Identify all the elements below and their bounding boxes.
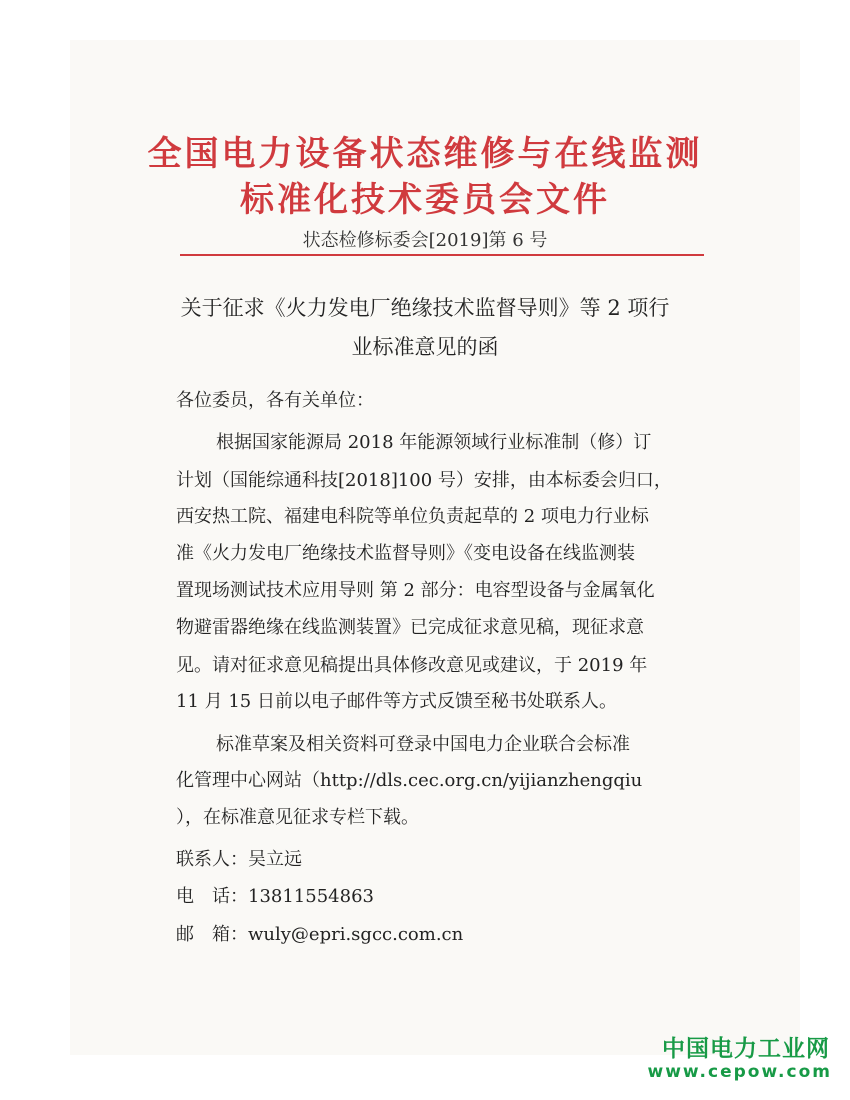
header-divider — [180, 254, 704, 256]
subject-line2: 业标准意见的函 — [351, 335, 499, 359]
contact-person: 联系人：吴立远 — [176, 849, 302, 870]
contact-email: 邮 箱：wuly@epri.sgcc.com.cn — [176, 924, 464, 945]
body-paragraph2-line: 标准草案及相关资料可登录中国电力企业联合会标准 — [216, 734, 630, 755]
body-paragraph1-line: 计划（国能综通科技[2018]100 号）安排，由本标委会归口， — [176, 470, 672, 491]
watermark-site-url: www.cepow.com — [647, 1062, 832, 1082]
subject-line1: 关于征求《火力发电厂绝缘技术监督导则》等 2 项行 — [180, 296, 670, 320]
body-paragraph1-line: 物避雷器绝缘在线监测装置》已完成征求意见稿，现征求意 — [176, 617, 644, 638]
body-paragraph1-line: 11 月 15 日前以电子邮件等方式反馈至秘书处联系人。 — [176, 691, 617, 712]
salutation: 各位委员，各有关单位： — [176, 390, 374, 411]
contact-phone: 电 话：13811554863 — [176, 886, 374, 907]
body-paragraph2-line: 化管理中心网站（http://dls.cec.org.cn/yijianzhengqiu — [176, 770, 643, 791]
body-paragraph1-line: 见。请对征求意见稿提出具体修改意见或建议，于 2019 年 — [176, 655, 648, 676]
body-paragraph1-line: 西安热工院、福建电科院等单位负责起草的 2 项电力行业标 — [176, 506, 649, 527]
document-number: 状态检修标委会[2019]第 6 号 — [302, 230, 548, 251]
body-paragraph1-line: 置现场测试技术应用导则 第 2 部分：电容型设备与金属氧化 — [176, 580, 655, 601]
header-title-line2: 标准化技术委员会文件 — [240, 180, 610, 220]
body-paragraph1-line: 根据国家能源局 2018 年能源领域行业标准制（修）订 — [216, 432, 652, 453]
watermark-site-name: 中国电力工业网 — [662, 1036, 830, 1062]
body-paragraph1-line: 准《火力发电厂绝缘技术监督导则》《变电设备在线监测装 — [176, 543, 635, 564]
body-paragraph2-line: ），在标准意见征求专栏下载。 — [176, 807, 419, 828]
header-title-line1: 全国电力设备状态维修与在线监测 — [147, 134, 703, 174]
